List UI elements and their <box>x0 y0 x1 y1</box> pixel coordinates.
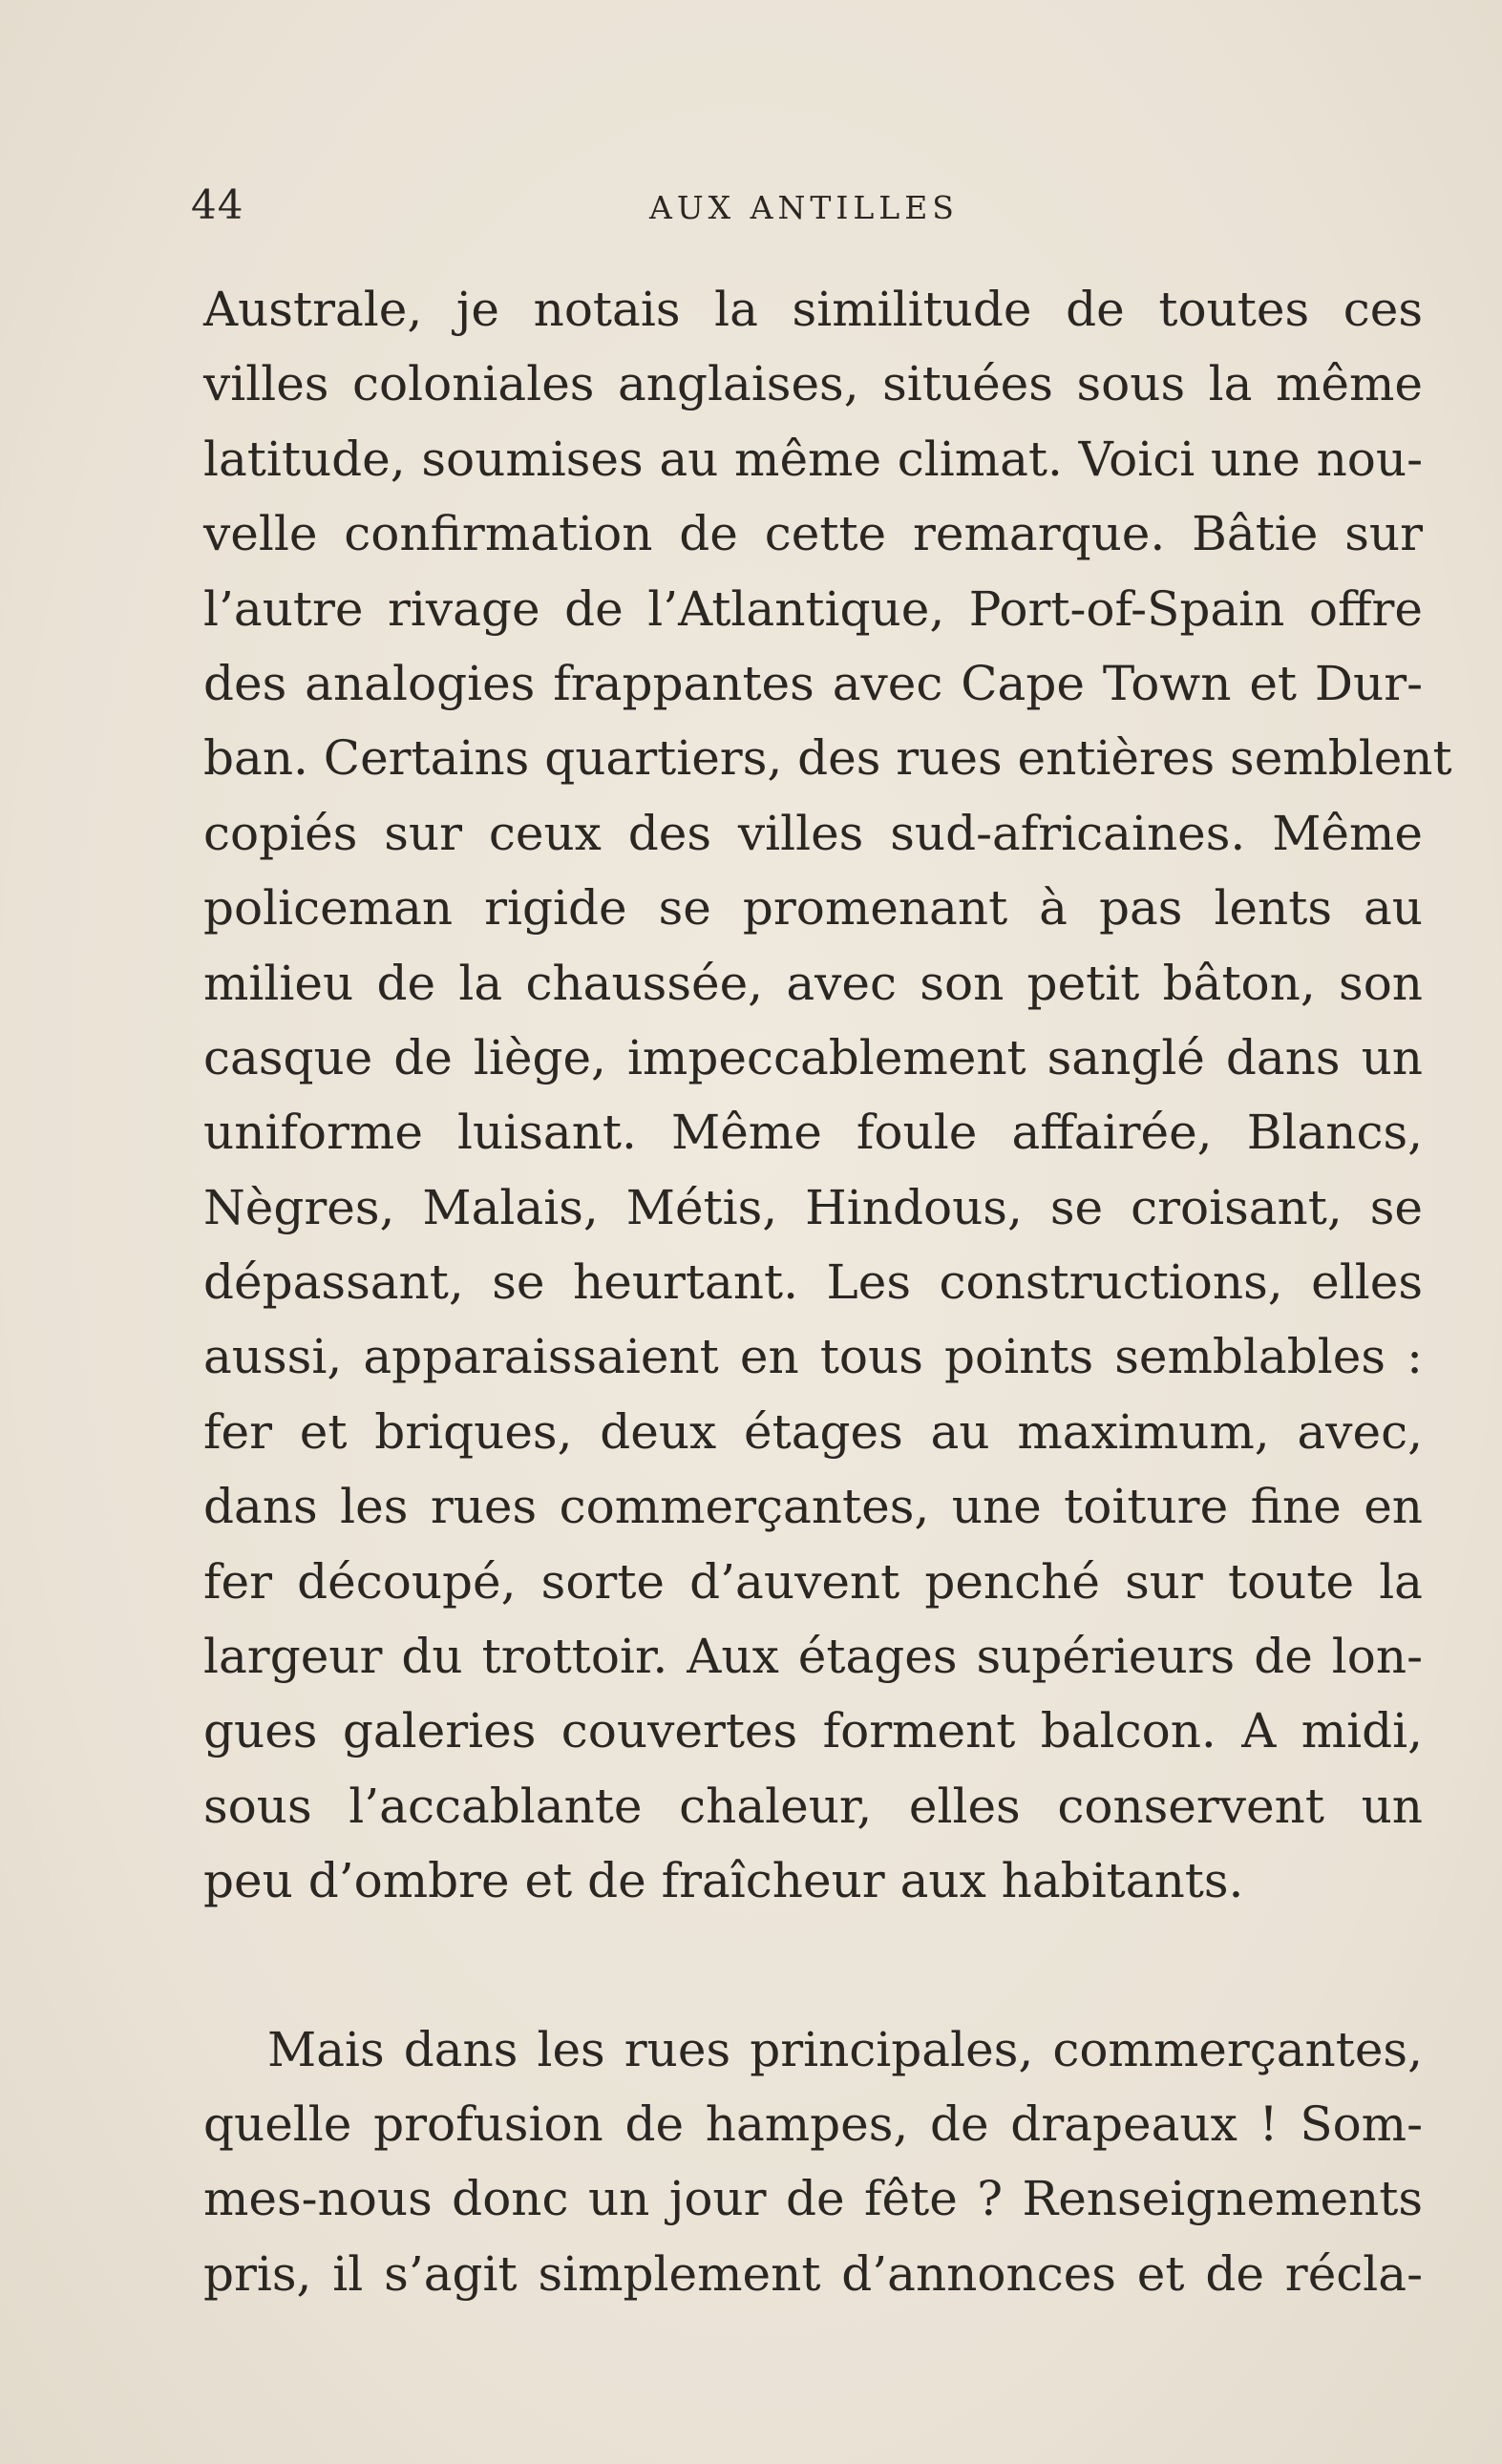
text-line: velle confirmation de cette remarque. Bâtie sur <box>203 506 1423 562</box>
page-header <box>191 181 1423 239</box>
text-line: casque de liège, impeccablement sanglé dans un <box>203 1029 1423 1085</box>
body-text <box>203 272 1452 2311</box>
text-line: latitude, soumises au même climat. Voici une nou- <box>203 431 1423 487</box>
text-line: mes-nous donc un jour de fête ? Renseignements <box>203 2171 1423 2227</box>
text-line: copiés sur ceux des villes sud-africaines. Même <box>203 805 1423 861</box>
text-line: fer découpé, sorte d’auvent penché sur toute la <box>203 1553 1423 1610</box>
text-line: ban. Certains quartiers, des rues entières semblent <box>203 730 1452 787</box>
paragraph-2 <box>203 2012 1423 2312</box>
text-line: des analogies frappantes avec Cape Town et Dur- <box>203 655 1423 711</box>
text-line: pris, il s’agit simplement d’annonces et de récla- <box>203 2245 1423 2302</box>
text-line: Mais dans les rues principales, commerçantes, <box>267 2021 1423 2077</box>
text-line: villes coloniales anglaises, situées sous la même <box>203 356 1423 412</box>
text-line: Nègres, Malais, Métis, Hindous, se croisant, se <box>203 1179 1423 1235</box>
text-line: dépassant, se heurtant. Les constructions, elles <box>203 1254 1423 1311</box>
text-line: sous l’accablante chaleur, elles conservent un <box>203 1778 1423 1834</box>
paragraph-gap <box>203 1919 1423 2012</box>
text-line: largeur du trottoir. Aux étages supérieurs de lon- <box>203 1629 1423 1685</box>
text-line: peu d’ombre et de fraîcheur aux habitants. <box>203 1853 1244 1909</box>
text-line: dans les rues commerçantes, une toiture fine en <box>203 1479 1423 1535</box>
text-line: l’autre rivage de l’Atlantique, Port-of-Spain offre <box>203 580 1423 637</box>
running-title: AUX ANTILLES <box>649 189 959 226</box>
text-line: Australe, je notais la similitude de toutes ces <box>203 282 1423 337</box>
text-line: aussi, apparaissaient en tous points semblables : <box>203 1329 1423 1385</box>
text-line: milieu de la chaussée, avec son petit bâton, son <box>203 955 1423 1011</box>
text-line: quelle profusion de hampes, de drapeaux ! Som- <box>203 2095 1423 2152</box>
text-line: uniforme luisant. Même foule affairée, Blancs, <box>203 1105 1423 1161</box>
page-number: 44 <box>191 181 244 228</box>
text-line: fer et briques, deux étages au maximum, avec, <box>203 1403 1423 1460</box>
paragraph-1 <box>203 272 1452 1919</box>
text-line: gues galeries couvertes forment balcon. A midi, <box>203 1703 1423 1759</box>
text-line: policeman rigide se promenant à pas lents au <box>203 880 1423 937</box>
